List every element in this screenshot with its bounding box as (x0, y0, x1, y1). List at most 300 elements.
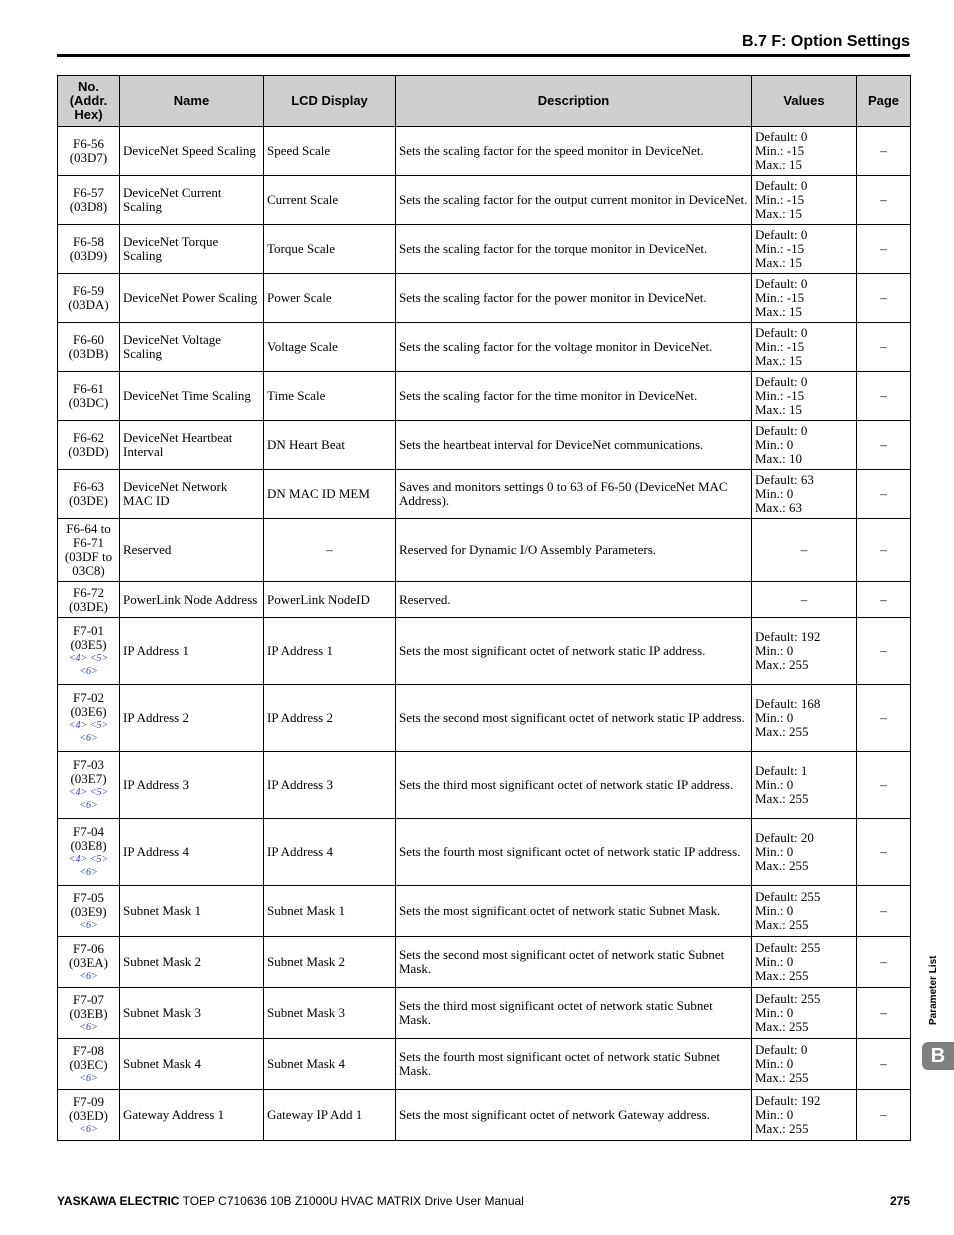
cell-page (857, 519, 911, 582)
value-line: Default: 255 (755, 991, 821, 1006)
param-name: PowerLink Node Address (123, 591, 258, 607)
value-line: Min.: 0 (755, 710, 794, 725)
footer-brand: YASKAWA ELECTRIC (57, 1194, 180, 1208)
cell-page (857, 127, 911, 176)
table-row (58, 1090, 911, 1141)
value-line: Default: 0 (755, 129, 808, 144)
cell-lcd (264, 819, 396, 886)
cell-description (396, 819, 752, 886)
value-line: Max.: 255 (755, 1121, 809, 1136)
param-name: DeviceNet Voltage Scaling (123, 332, 222, 361)
cell-description (396, 421, 752, 470)
table-row (58, 618, 911, 685)
cell-description (396, 225, 752, 274)
cell-param-no (58, 225, 120, 274)
table-row (58, 323, 911, 372)
table-row (58, 274, 911, 323)
page-ref: – (880, 591, 887, 607)
lcd-display: PowerLink NodeID (267, 591, 370, 607)
lcd-display: Current Scale (267, 192, 339, 207)
footnote-refs: <4> <5> <6> (68, 854, 109, 878)
param-number: F6-60 (72, 332, 105, 347)
side-tab-badge: B (922, 1042, 954, 1070)
cell-description (396, 618, 752, 685)
page-ref: – (880, 339, 887, 354)
value-line: Max.: 15 (755, 402, 802, 417)
cell-param-no (58, 618, 120, 685)
cell-param-no (58, 323, 120, 372)
cell-param-no (58, 1039, 120, 1090)
param-description: Sets the most significant octet of network Gateway address. (399, 1107, 710, 1122)
cell-description (396, 1090, 752, 1141)
cell-values (752, 685, 857, 752)
cell-lcd (264, 1039, 396, 1090)
lcd-display: IP Address 1 (267, 643, 333, 658)
cell-param-no (58, 127, 120, 176)
param-name: Subnet Mask 2 (123, 954, 201, 969)
value-line: Default: 0 (755, 423, 808, 438)
cell-page (857, 1090, 911, 1141)
page-ref: – (880, 437, 887, 452)
page-ref: – (880, 710, 887, 725)
value-line: Default: 0 (755, 178, 808, 193)
page-ref: – (880, 192, 887, 207)
lcd-display: DN MAC ID MEM (267, 486, 370, 501)
section-title: B.7 F: Option Settings (742, 33, 910, 50)
cell-page (857, 988, 911, 1039)
cell-name (120, 225, 264, 274)
side-tab-label: Parameter List (928, 955, 939, 1025)
cell-values (752, 176, 857, 225)
cell-lcd (264, 323, 396, 372)
cell-lcd (264, 886, 396, 937)
table-row (58, 519, 911, 582)
cell-param-no (58, 421, 120, 470)
param-number: F6-64 to F6-71 (66, 521, 111, 550)
cell-param-no (58, 937, 120, 988)
param-name: IP Address 1 (123, 643, 189, 658)
param-description: Sets the third most significant octet of network static Subnet Mask. (399, 998, 713, 1027)
cell-param-no (58, 752, 120, 819)
param-address: (03ED) (69, 1107, 108, 1123)
cell-name (120, 988, 264, 1039)
cell-page (857, 1039, 911, 1090)
footnote-refs: <4> <5> <6> (68, 720, 109, 744)
value-line: Min.: -15 (755, 241, 805, 256)
value-line: Max.: 63 (755, 500, 802, 515)
cell-page (857, 886, 911, 937)
param-name: DeviceNet Torque Scaling (123, 234, 219, 263)
value-line: – (800, 591, 808, 607)
value-line: Default: 192 (755, 1093, 821, 1108)
param-name: DeviceNet Network MAC ID (123, 479, 228, 508)
lcd-display: IP Address 2 (267, 710, 333, 725)
param-description: Sets the most significant octet of network static IP address. (399, 643, 706, 658)
param-description: Sets the scaling factor for the speed monitor in DeviceNet. (399, 143, 704, 158)
param-name: DeviceNet Speed Scaling (123, 143, 256, 158)
lcd-display: IP Address 4 (267, 844, 333, 859)
value-line: Max.: 255 (755, 1019, 809, 1034)
cell-lcd (264, 421, 396, 470)
param-number: F6-58 (72, 234, 105, 249)
param-number: F6-62 (72, 430, 105, 445)
cell-name (120, 582, 264, 618)
value-line: Max.: 15 (755, 353, 802, 368)
value-line: Max.: 15 (755, 255, 802, 270)
cell-name (120, 519, 264, 582)
cell-values (752, 618, 857, 685)
cell-param-no (58, 988, 120, 1039)
param-name: DeviceNet Time Scaling (123, 388, 251, 403)
value-line: Min.: 0 (755, 486, 794, 501)
param-description: Sets the fourth most significant octet of network static Subnet Mask. (399, 1049, 720, 1078)
param-description: Saves and monitors settings 0 to 63 of F6-50 (DeviceNet MAC Address). (399, 479, 728, 508)
lcd-display: DN Heart Beat (267, 437, 345, 452)
cell-name (120, 937, 264, 988)
page-ref: – (880, 290, 887, 305)
param-address: (03DB) (68, 346, 109, 361)
footer-page-number: 275 (889, 1194, 910, 1208)
cell-name (120, 127, 264, 176)
cell-description (396, 519, 752, 582)
cell-lcd (264, 1090, 396, 1141)
page-ref: – (880, 1107, 887, 1122)
footnote-refs: <4> <5> <6> (68, 653, 109, 677)
cell-values (752, 274, 857, 323)
value-line: – (800, 542, 808, 557)
cell-page (857, 618, 911, 685)
footer-doc-info (57, 1194, 524, 1208)
cell-name (120, 1090, 264, 1141)
cell-lcd (264, 372, 396, 421)
cell-lcd (264, 470, 396, 519)
value-line: Default: 0 (755, 276, 808, 291)
param-name: IP Address 2 (123, 710, 189, 725)
footnote-refs: <6> (79, 1021, 98, 1033)
value-line: Max.: 255 (755, 657, 809, 672)
cell-page (857, 937, 911, 988)
value-line: Min.: -15 (755, 388, 805, 403)
cell-values (752, 819, 857, 886)
param-name: Reserved (123, 542, 172, 557)
cell-name (120, 819, 264, 886)
cell-lcd (264, 937, 396, 988)
cell-description (396, 176, 752, 225)
cell-param-no (58, 372, 120, 421)
table-row (58, 225, 911, 274)
footnote-refs: <4> <5> <6> (68, 787, 109, 811)
cell-lcd (264, 618, 396, 685)
cell-values (752, 886, 857, 937)
cell-page (857, 176, 911, 225)
cell-lcd (264, 519, 396, 582)
value-line: Default: 0 (755, 374, 808, 389)
lcd-display: Subnet Mask 4 (267, 1056, 345, 1071)
column-header-lcd: LCD Display (264, 76, 396, 127)
lcd-display: Subnet Mask 1 (267, 903, 345, 918)
cell-lcd (264, 176, 396, 225)
lcd-display: Voltage Scale (267, 339, 338, 354)
param-description: Sets the scaling factor for the output current monitor in DeviceNet. (399, 192, 748, 207)
param-address: (03DF to 03C8) (64, 549, 113, 578)
param-description: Sets the fourth most significant octet of network static IP address. (399, 844, 741, 859)
cell-page (857, 819, 911, 886)
value-line: Max.: 15 (755, 304, 802, 319)
value-line: Max.: 255 (755, 724, 809, 739)
cell-name (120, 470, 264, 519)
cell-description (396, 886, 752, 937)
table-row (58, 819, 911, 886)
table-row (58, 988, 911, 1039)
value-line: Default: 192 (755, 629, 821, 644)
column-header-description: Description (396, 76, 752, 127)
param-name: DeviceNet Current Scaling (123, 185, 222, 214)
lcd-display: Subnet Mask 2 (267, 954, 345, 969)
param-description: Sets the third most significant octet of network static IP address. (399, 777, 734, 792)
param-number: F7-06 (72, 940, 105, 956)
param-number: F7-05 (72, 889, 105, 905)
param-number: F6-72 (72, 584, 105, 600)
param-description: Sets the scaling factor for the time monitor in DeviceNet. (399, 388, 698, 403)
parameter-table (57, 75, 911, 1141)
table-row (58, 470, 911, 519)
param-number: F7-02 (72, 690, 105, 705)
cell-name (120, 1039, 264, 1090)
page-ref: – (880, 388, 887, 403)
value-line: Min.: 0 (755, 643, 794, 658)
param-address: (03DA) (68, 297, 109, 312)
table-row (58, 937, 911, 988)
cell-description (396, 988, 752, 1039)
column-header-page: Page (857, 76, 911, 127)
value-line: Max.: 10 (755, 451, 802, 466)
table-row (58, 176, 911, 225)
value-line: Max.: 255 (755, 968, 809, 983)
param-description: Sets the scaling factor for the torque monitor in DeviceNet. (399, 241, 708, 256)
cell-values (752, 127, 857, 176)
param-number: F7-08 (72, 1042, 105, 1058)
value-line: Default: 1 (755, 763, 808, 778)
value-line: Max.: 15 (755, 157, 802, 172)
value-line: Default: 255 (755, 940, 821, 955)
page-ref: – (880, 643, 887, 658)
cell-description (396, 752, 752, 819)
column-header-no: No. (Addr. Hex) (58, 76, 120, 127)
param-number: F7-03 (72, 757, 105, 772)
cell-param-no (58, 176, 120, 225)
value-line: Min.: 0 (755, 903, 794, 918)
footnote-refs: <6> (79, 1123, 98, 1135)
cell-param-no (58, 1090, 120, 1141)
param-name: Subnet Mask 3 (123, 1005, 201, 1020)
table-row (58, 1039, 911, 1090)
column-header-values: Values (752, 76, 857, 127)
cell-description (396, 937, 752, 988)
footer-doc-title: TOEP C710636 10B Z1000U HVAC MATRIX Drive User Manual (179, 1194, 524, 1208)
param-description: Reserved. (399, 591, 451, 607)
param-number: F6-61 (72, 381, 105, 396)
lcd-display: Torque Scale (267, 241, 336, 256)
param-address: (03E7) (70, 771, 107, 786)
param-description: Sets the second most significant octet of network static Subnet Mask. (399, 947, 725, 976)
cell-values (752, 988, 857, 1039)
cell-name (120, 752, 264, 819)
cell-values (752, 225, 857, 274)
cell-param-no (58, 685, 120, 752)
param-name: DeviceNet Power Scaling (123, 290, 258, 305)
cell-values (752, 1090, 857, 1141)
cell-param-no (58, 819, 120, 886)
table-row (58, 127, 911, 176)
param-name: Gateway Address 1 (123, 1107, 225, 1122)
page-ref: – (880, 844, 887, 859)
footnote-refs: <6> (79, 970, 98, 982)
param-description: Sets the scaling factor for the power monitor in DeviceNet. (399, 290, 707, 305)
page-ref: – (880, 143, 887, 158)
cell-name (120, 274, 264, 323)
param-number: F7-09 (72, 1093, 105, 1109)
param-number: F6-56 (72, 136, 105, 151)
value-line: Min.: 0 (755, 437, 794, 452)
cell-description (396, 127, 752, 176)
cell-page (857, 752, 911, 819)
cell-param-no (58, 274, 120, 323)
param-description: Reserved for Dynamic I/O Assembly Parameters. (399, 542, 657, 557)
value-line: Default: 0 (755, 1042, 808, 1057)
cell-description (396, 470, 752, 519)
cell-lcd (264, 752, 396, 819)
table-row (58, 582, 911, 618)
cell-values (752, 470, 857, 519)
value-line: Max.: 255 (755, 791, 809, 806)
param-address: (03D8) (69, 199, 108, 214)
table-row (58, 685, 911, 752)
param-address: (03DE) (69, 598, 108, 614)
param-name: Subnet Mask 1 (123, 903, 201, 918)
value-line: Max.: 15 (755, 206, 802, 221)
value-line: Default: 255 (755, 889, 821, 904)
column-header-name: Name (120, 76, 264, 127)
param-number: F6-63 (72, 479, 105, 494)
value-line: Default: 0 (755, 325, 808, 340)
cell-lcd (264, 225, 396, 274)
param-description: Sets the scaling factor for the voltage monitor in DeviceNet. (399, 339, 713, 354)
value-line: Min.: 0 (755, 1107, 794, 1122)
cell-lcd (264, 988, 396, 1039)
cell-description (396, 685, 752, 752)
cell-param-no (58, 582, 120, 618)
cell-lcd (264, 274, 396, 323)
cell-description (396, 1039, 752, 1090)
cell-page (857, 372, 911, 421)
cell-name (120, 886, 264, 937)
lcd-display: – (326, 542, 333, 557)
cell-values (752, 421, 857, 470)
param-address: (03DD) (68, 444, 109, 459)
value-line: Default: 20 (755, 830, 814, 845)
param-address: (03E5) (70, 637, 107, 652)
param-number: F7-01 (72, 623, 105, 638)
page-ref: – (880, 542, 887, 557)
cell-page (857, 225, 911, 274)
lcd-display: Time Scale (267, 388, 326, 403)
table-row (58, 372, 911, 421)
lcd-display: Speed Scale (267, 143, 331, 158)
cell-page (857, 274, 911, 323)
param-description: Sets the most significant octet of network static Subnet Mask. (399, 903, 721, 918)
value-line: Min.: -15 (755, 290, 805, 305)
cell-page (857, 421, 911, 470)
param-address: (03DE) (69, 493, 108, 508)
param-number: F7-07 (72, 991, 105, 1007)
header-rule (57, 54, 910, 57)
cell-name (120, 618, 264, 685)
lcd-display: Power Scale (267, 290, 332, 305)
cell-values (752, 1039, 857, 1090)
param-address: (03E6) (70, 704, 107, 719)
value-line: Min.: 0 (755, 1005, 794, 1020)
value-line: Min.: 0 (755, 777, 794, 792)
value-line: Max.: 255 (755, 917, 809, 932)
param-number: F6-59 (72, 283, 105, 298)
cell-page (857, 685, 911, 752)
footnote-refs: <6> (79, 1072, 98, 1084)
param-address: (03E8) (70, 838, 107, 853)
param-address: (03EC) (69, 1056, 108, 1072)
cell-name (120, 372, 264, 421)
table-row (58, 752, 911, 819)
cell-param-no (58, 470, 120, 519)
value-line: Min.: 0 (755, 844, 794, 859)
param-number: F6-57 (72, 185, 105, 200)
table-header-row (58, 76, 911, 127)
value-line: Default: 63 (755, 472, 814, 487)
param-address: (03D7) (69, 150, 108, 165)
param-description: Sets the heartbeat interval for DeviceNet communications. (399, 437, 704, 452)
param-address: (03EB) (69, 1005, 108, 1021)
cell-page (857, 323, 911, 372)
page-ref: – (880, 777, 887, 792)
cell-values (752, 752, 857, 819)
param-name: IP Address 3 (123, 777, 189, 792)
cell-values (752, 519, 857, 582)
footnote-refs: <6> (79, 919, 98, 931)
cell-name (120, 421, 264, 470)
cell-description (396, 274, 752, 323)
cell-description (396, 582, 752, 618)
value-line: Max.: 255 (755, 1070, 809, 1085)
lcd-display: IP Address 3 (267, 777, 333, 792)
page-ref: – (880, 1056, 887, 1071)
table-row (58, 421, 911, 470)
value-line: Default: 0 (755, 227, 808, 242)
table-row (58, 886, 911, 937)
param-name: Subnet Mask 4 (123, 1056, 201, 1071)
value-line: Min.: -15 (755, 192, 805, 207)
cell-name (120, 323, 264, 372)
page-ref: – (880, 903, 887, 918)
value-line: Min.: 0 (755, 954, 794, 969)
cell-lcd (264, 582, 396, 618)
cell-values (752, 372, 857, 421)
param-address: (03E9) (70, 903, 107, 919)
param-description: Sets the second most significant octet of network static IP address. (399, 710, 745, 725)
cell-lcd (264, 685, 396, 752)
cell-values (752, 937, 857, 988)
page-ref: – (880, 486, 887, 501)
page-ref: – (880, 954, 887, 969)
param-address: (03DC) (68, 395, 109, 410)
